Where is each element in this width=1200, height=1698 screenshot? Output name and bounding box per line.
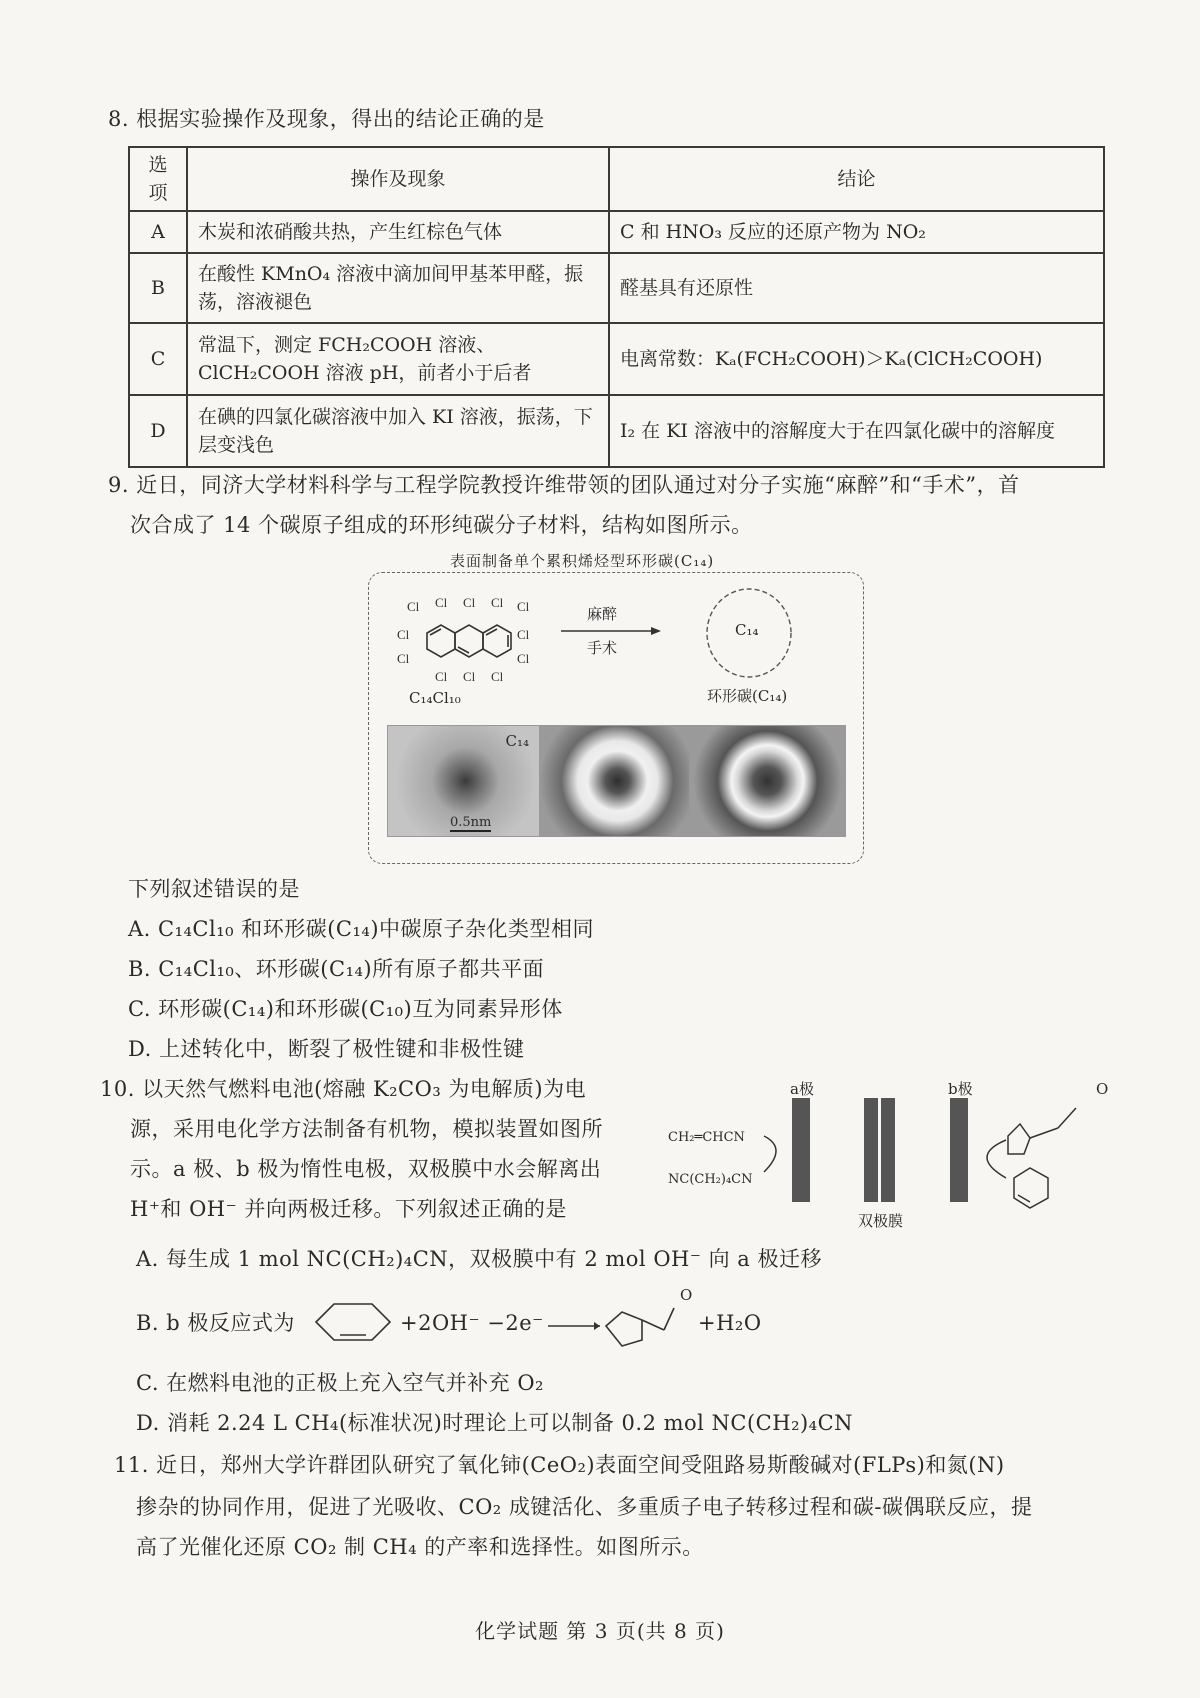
svg-text:Cl: Cl [517,627,530,642]
arrow-label-top: 麻醉 [587,605,618,623]
product-label: 环形碳(C₁₄) [707,687,788,705]
product-label: NC(CH₂)₄CN [668,1172,753,1187]
q10-stem-line3: 示。a 极、b 极为惰性电极，双极膜中水会解离出 [130,1157,602,1181]
q9-option-d: D. 上述转化中，断裂了极性键和非极性键 [128,1037,525,1061]
q8-table [128,146,1105,468]
svg-text:Cl: Cl [463,669,476,684]
q10-reaction-arrows [668,1068,1118,1238]
q10-option-b-prefix: B. b 极反应式为 [136,1311,295,1335]
reactant-label: C₁₄Cl₁₀ [409,689,461,707]
q8-stem: 8. 根据实验操作及现象，得出的结论正确的是 [108,107,545,131]
cyclohexene-structure [310,1294,400,1350]
arrow-label-bottom: 手术 [587,639,618,657]
page-footer: 化学试题 第 3 页(共 8 页) [475,1619,725,1643]
membrane-label: 双极膜 [858,1212,904,1230]
row-conclusion: I₂ 在 KI 溶液中的溶解度大于在四氯化碳中的溶解度 [609,395,1104,467]
svg-text:Cl: Cl [435,669,448,684]
table-row [129,323,1104,395]
table-row [129,253,1104,323]
table-header-row [129,147,1104,211]
aldehyde-oxygen: O [680,1286,693,1304]
header-option: 选项 [129,147,187,211]
q10-stem-line1: 10. 以天然气燃料电池(熔融 K₂CO₃ 为电解质)为电 [100,1077,587,1101]
q9-option-c: C. 环形碳(C₁₄)和环形碳(C₁₀)互为同素异形体 [128,997,563,1021]
svg-text:Cl: Cl [435,595,448,610]
q11-line1: 11. 近日，郑州大学许群团队研究了氧化铈(CeO₂)表面空间受阻路易斯酸碱对(FLPs)和氮(N) [114,1453,1005,1477]
row-option: B [129,253,187,323]
q9-stem-line2: 次合成了 14 个碳原子组成的环形纯碳分子材料，结构如图所示。 [130,513,753,537]
q10-option-d: D. 消耗 2.24 L CH₄(标准状况)时理论上可以制备 0.2 mol NC(CH₂)₄CN [136,1411,854,1435]
row-operation: 常温下，测定 FCH₂COOH 溶液、ClCH₂COOH 溶液 pH，前者小于后者 [187,323,609,395]
figure-title: 表面制备单个累积烯烃型环形碳(C₁₄) [450,552,715,570]
row-option: A [129,211,187,253]
q10-stem-line2: 源，采用电化学方法制备有机物，模拟装置如图所 [130,1117,603,1141]
q9-figure [368,572,864,864]
stm-image-3 [689,725,846,837]
q10-option-c: C. 在燃料电池的正极上充入空气并补充 O₂ [136,1371,544,1395]
electrode-b-label: b极 [948,1080,973,1098]
row-operation: 木炭和浓硝酸共热，产生红棕色气体 [187,211,609,253]
row-conclusion: C 和 HNO₃ 反应的还原产物为 NO₂ [609,211,1104,253]
stm-image-1 [387,725,544,837]
table-row [129,395,1104,467]
svg-text:Cl: Cl [517,599,530,614]
row-conclusion: 电离常数：Kₐ(FCH₂COOH)＞Kₐ(ClCH₂COOH) [609,323,1104,395]
row-operation: 在酸性 KMnO₄ 溶液中滴加间甲基苯甲醛，振荡，溶液褪色 [187,253,609,323]
stm-image-2 [539,725,696,837]
svg-text:Cl: Cl [517,651,530,666]
svg-text:Cl: Cl [491,669,504,684]
q11-line2: 掺杂的协同作用，促进了光吸收、CO₂ 成键活化、多重质子电子转移过程和碳-碳偶联反应，提 [136,1495,1033,1519]
q10-option-b-mid: +2OH⁻ −2e⁻ [400,1311,544,1335]
header-operation: 操作及现象 [187,147,609,211]
reactant-label: CH₂═CHCN [668,1130,745,1145]
svg-text:Cl: Cl [407,599,420,614]
q11-line3: 高了光催化还原 CO₂ 制 CH₄ 的产率和选择性。如图所示。 [136,1535,704,1559]
q9-stem-line1: 9. 近日，同济大学材料科学与工程学院教授许维带领的团队通过对分子实施“麻醉”和“手术”，首 [108,473,1020,497]
header-conclusion: 结论 [609,147,1104,211]
product-center-label: C₁₄ [735,621,759,639]
aldehyde-oxygen-label: O [1096,1080,1109,1098]
electrode-a-label: a极 [790,1080,814,1098]
svg-text:Cl: Cl [397,651,410,666]
q10-option-a: A. 每生成 1 mol NC(CH₂)₄CN，双极膜中有 2 mol OH⁻ 向 a 极迁移 [136,1247,822,1271]
row-operation: 在碘的四氯化碳溶液中加入 KI 溶液，振荡，下层变浅色 [187,395,609,467]
scale-bar: 0.5nm [450,815,492,830]
row-option: C [129,323,187,395]
svg-text:Cl: Cl [491,595,504,610]
q9-prompt: 下列叙述错误的是 [128,877,300,901]
cyclopentane-carbaldehyde-structure [548,1296,688,1356]
stm-label: C₁₄ [505,732,529,750]
q10-electrolysis-diagram [668,1068,1118,1238]
svg-text:Cl: Cl [463,595,476,610]
q9-option-a: A. C₁₄Cl₁₀ 和环形碳(C₁₄)中碳原子杂化类型相同 [128,917,595,941]
q10-stem-line4: H⁺和 OH⁻ 并向两极迁移。下列叙述正确的是 [130,1197,567,1221]
q9-option-b: B. C₁₄Cl₁₀、环形碳(C₁₄)所有原子都共平面 [128,957,545,981]
row-option: D [129,395,187,467]
table-row [129,211,1104,253]
row-conclusion: 醛基具有还原性 [609,253,1104,323]
svg-text:Cl: Cl [397,627,410,642]
q10-option-b-suffix: +H₂O [698,1311,762,1335]
